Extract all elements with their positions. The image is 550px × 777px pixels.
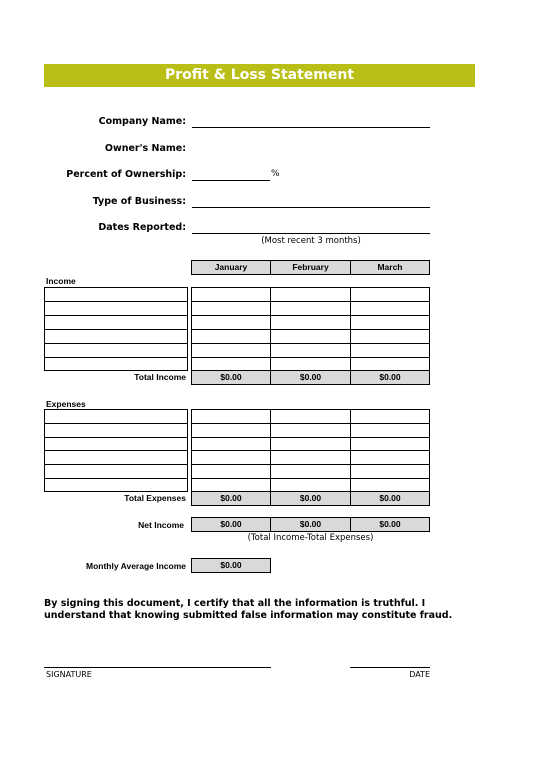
certification-text: By signing this document, I certify that all the information is truthful. I understand that knowing submitted false information may constitute fraud. xyxy=(44,598,453,621)
total-expenses-label: Total Expenses xyxy=(124,493,186,503)
net-income-label: Net Income xyxy=(138,520,184,530)
total-expenses-march: $0.00 xyxy=(350,491,430,506)
row-divider xyxy=(44,464,188,465)
net-income-january: $0.00 xyxy=(191,517,271,532)
type-of-business-label: Type of Business: xyxy=(92,196,186,207)
company-name-field[interactable] xyxy=(192,127,430,128)
signature-label: SIGNATURE xyxy=(46,670,92,679)
total-income-march: $0.00 xyxy=(350,370,430,385)
row-divider xyxy=(191,437,430,438)
total-income-february: $0.00 xyxy=(270,370,351,385)
expenses-section-label: Expenses xyxy=(46,399,86,409)
row-divider xyxy=(44,450,188,451)
row-divider xyxy=(191,301,430,302)
percent-ownership-field[interactable] xyxy=(192,180,270,181)
date-line[interactable] xyxy=(350,667,430,668)
row-divider xyxy=(44,437,188,438)
row-divider xyxy=(44,423,188,424)
month-header-january: January xyxy=(191,260,271,275)
percent-sign: % xyxy=(271,169,280,179)
row-divider xyxy=(44,343,188,344)
dates-reported-label: Dates Reported: xyxy=(98,222,186,233)
income-section-label: Income xyxy=(46,276,76,286)
date-label: DATE xyxy=(409,670,430,679)
net-income-note: (Total Income-Total Expenses) xyxy=(247,533,374,543)
month-header-march: March xyxy=(350,260,430,275)
total-expenses-january: $0.00 xyxy=(191,491,271,506)
dates-note: (Most recent 3 months) xyxy=(261,236,361,246)
row-divider xyxy=(44,315,188,316)
month-header-february: February xyxy=(270,260,351,275)
row-divider xyxy=(191,315,430,316)
total-income-january: $0.00 xyxy=(191,370,271,385)
percent-ownership-label: Percent of Ownership: xyxy=(66,169,186,180)
row-divider xyxy=(44,357,188,358)
signature-line[interactable] xyxy=(44,667,271,668)
row-divider xyxy=(44,329,188,330)
row-divider xyxy=(191,450,430,451)
page-title: Profit & Loss Statement xyxy=(44,64,475,87)
company-name-label: Company Name: xyxy=(98,116,186,127)
dates-reported-field[interactable] xyxy=(192,233,430,234)
row-divider xyxy=(44,478,188,479)
row-divider xyxy=(191,423,430,424)
net-income-march: $0.00 xyxy=(350,517,430,532)
monthly-average-label: Monthly Average Income xyxy=(86,561,186,571)
owners-name-label: Owner's Name: xyxy=(104,143,186,154)
row-divider xyxy=(191,464,430,465)
total-expenses-february: $0.00 xyxy=(270,491,351,506)
monthly-average-value: $0.00 xyxy=(191,558,271,573)
row-divider xyxy=(44,301,188,302)
total-income-label: Total Income xyxy=(134,372,186,382)
row-divider xyxy=(191,357,430,358)
type-of-business-field[interactable] xyxy=(192,207,430,208)
row-divider xyxy=(191,343,430,344)
row-divider xyxy=(191,478,430,479)
row-divider xyxy=(191,329,430,330)
net-income-february: $0.00 xyxy=(270,517,351,532)
